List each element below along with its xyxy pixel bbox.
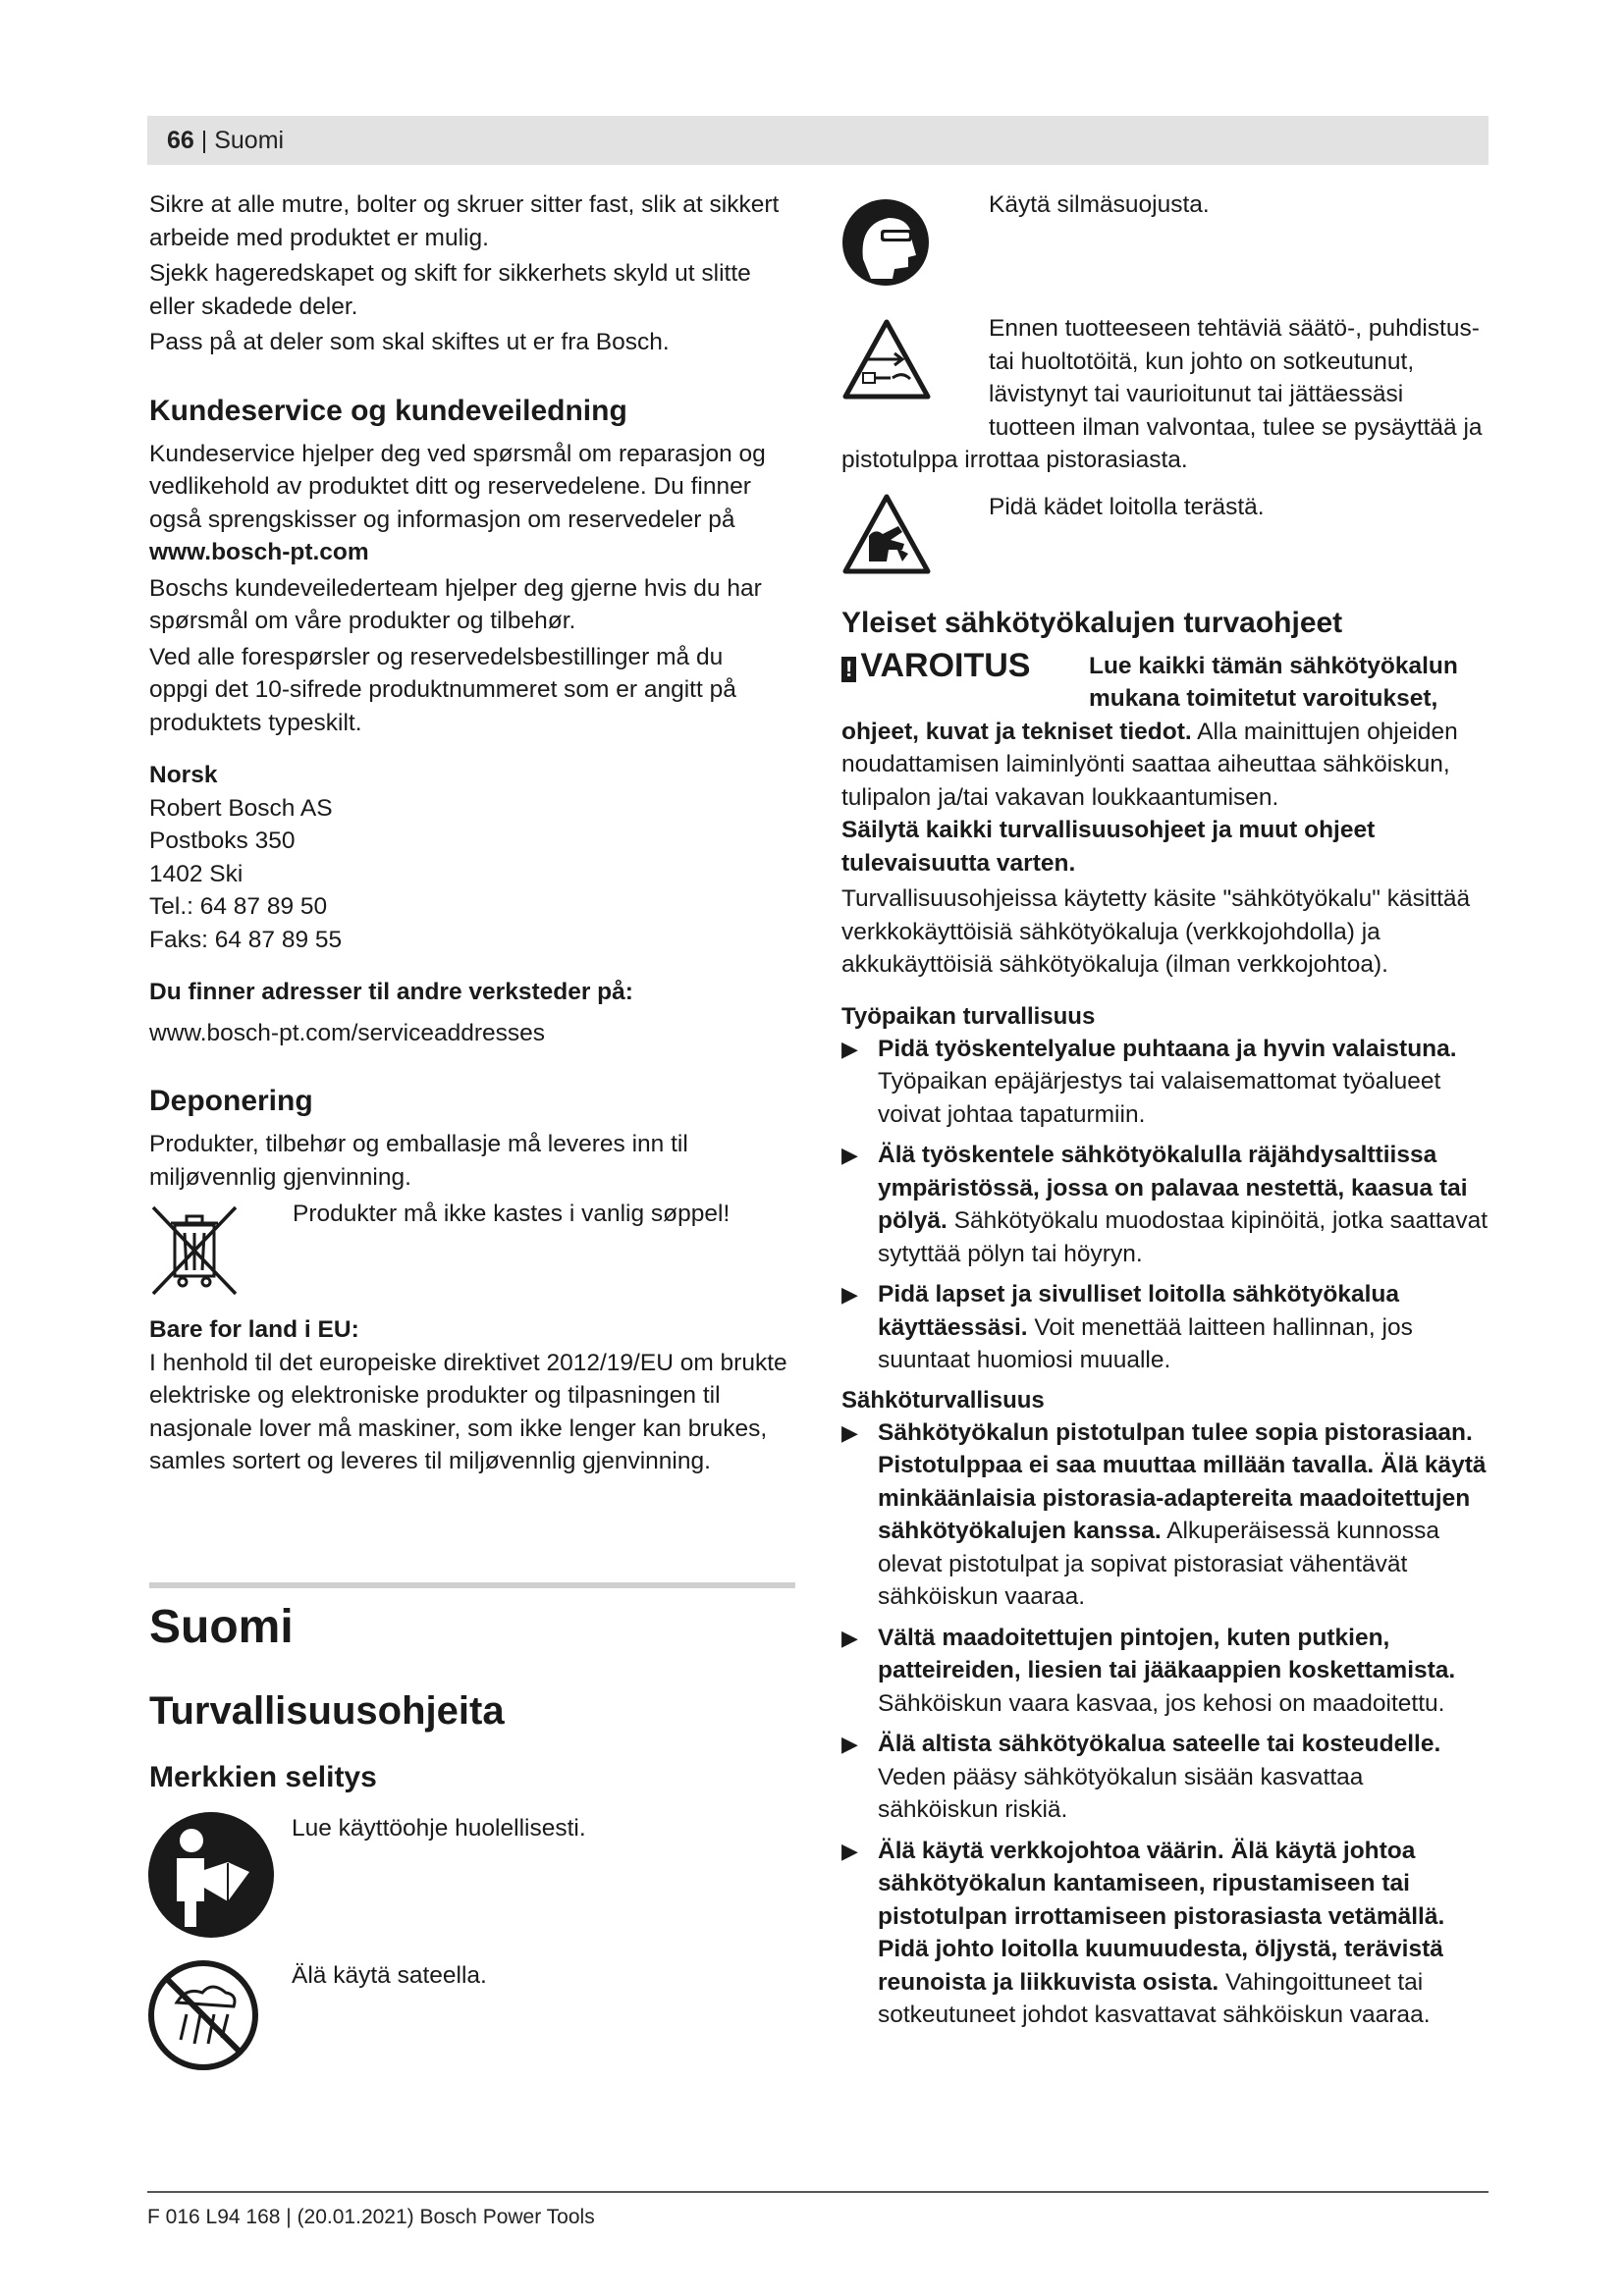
unplug-text: Ennen tuotteeseen tehtäviä säätö-, puhdistus- tai huoltotöitä, kun johto on sotkeutunut, lävistynyt tai vaurioitunut tai jättäessäsi tuotteen ilman valvontaa, tulee se pysäyttää ja pistotulppa irrottaa pistorasiasta. xyxy=(841,315,1483,473)
kundeservice-url: www.bosch-pt.com xyxy=(149,539,369,565)
bullet-arrow-icon: ▶ xyxy=(841,1419,858,1445)
hand-blade-warning-icon xyxy=(841,493,932,585)
list-item: ▶ Pidä lapset ja sivulliset loitolla sähkötyökalua käyttäessäsi. Voit menettää laitteen hallinnan, jos suuntaat huomiosi muualle. xyxy=(841,1278,1489,1377)
subheading-tyopaikan: Työpaikan turvallisuus xyxy=(841,1002,1096,1030)
subheading-sahko: Sähköturvallisuus xyxy=(841,1386,1045,1414)
address-line: Postboks 350 xyxy=(149,828,296,854)
address-block xyxy=(149,759,787,956)
page-number: 66 xyxy=(167,127,194,154)
address-line: Faks: 64 87 89 55 xyxy=(149,926,343,953)
list-item: ▶ Pidä työskentelyalue puhtaana ja hyvin valaistuna. Työpaikan epäjärjestys tai valaisemattomat työalueet voivat johtaa tapaturmiin. xyxy=(841,1033,1489,1132)
weee-symbol-text: Produkter må ikke kastes i vanlig søppel! xyxy=(293,1201,731,1227)
bullet-arrow-icon: ▶ xyxy=(841,1143,858,1167)
weee-symbol-row xyxy=(149,1198,787,1313)
adresser-url: www.bosch-pt.com/serviceaddresses xyxy=(149,1019,546,1046)
list-item: ▶ Älä käytä verkkojohtoa väärin. Älä käytä johtoa sähkötyökalun kantamiseen, ripustamiseen tai pistotulpan irrottamiseen pistorasiasta vetämällä. Pidä johto loitolla kuumuudesta, öljystä, terävistä reunoista ja liikkuvista osista. Vahingoittuneet tai sotkeutuneet johdot kasvattavat sähköiskun vaaraa. xyxy=(841,1835,1489,2032)
section-heading-kundeservice: Kundeservice og kundeveiledning xyxy=(149,394,627,427)
no-rain-icon xyxy=(147,1959,259,2076)
foresporsler-paragraph: Ved alle forespørsler og reservedelsbestillinger må du oppgi det 10-sifrede produktnummeret som er angitt på produktets typeskilt. xyxy=(149,643,736,736)
intro-paragraph-1: Sikre at alle mutre, bolter og skruer sitter fast, slik at sikkert arbeide med produktet er mulig. xyxy=(149,191,780,251)
language-heading-suomi: Suomi xyxy=(149,1601,294,1653)
goggles-symbol-row xyxy=(841,188,1489,312)
section-heading-deponering: Deponering xyxy=(149,1085,313,1117)
bullet-arrow-icon: ▶ xyxy=(841,1838,858,1863)
deponering-paragraph: Produkter, tilbehør og emballasje må leveres inn til miljøvennlig gjenvinning. xyxy=(149,1131,688,1191)
header-label xyxy=(167,126,284,155)
page-footer: F 016 L94 168 | (20.01.2021) Bosch Power Tools xyxy=(147,2206,595,2228)
page-header xyxy=(147,116,1489,165)
header-section: | Suomi xyxy=(200,127,285,154)
address-line: Tel.: 64 87 89 50 xyxy=(149,893,328,920)
bullet-arrow-icon: ▶ xyxy=(841,1732,858,1756)
right-column xyxy=(841,188,1489,2040)
warning-label: ! VAROITUS xyxy=(841,650,1082,683)
kundeveileder-paragraph: Boschs kundeveilederteam hjelper deg gjerne hvis du har spørsmål om våre produkter og tilbehør. xyxy=(149,574,762,634)
safety-goggles-icon xyxy=(841,198,930,296)
unplug-warning-icon xyxy=(841,318,932,410)
list-item: ▶ Vältä maadoitettujen pintojen, kuten putkien, patteireiden, liesien tai jääkaappien koskettamista. Sähköiskun vaara kasvaa, jos kehosi on maadoitettu. xyxy=(841,1622,1489,1721)
blade-text: Pidä kädet loitolla terästä. xyxy=(989,493,1265,520)
adresser-heading: Du finner adresser til andre verksteder på: xyxy=(149,979,633,1005)
list-item: ▶ Älä altista sähkötyökalua sateelle tai kosteudelle. Veden pääsy sähkötyökalun sisään kasvattaa sähköiskun riskiä. xyxy=(841,1728,1489,1827)
intro-paragraph-2: Sjekk hageredskapet og skift for sikkerhets skyld ut slitte eller skadede deler. xyxy=(149,260,751,320)
intro-paragraph-3: Pass på at deler som skal skiftes ut er fra Bosch. xyxy=(149,329,670,355)
section-divider xyxy=(149,1582,795,1588)
kasite-paragraph: Turvallisuusohjeissa käytetty käsite "sähkötyökalu" käsittää verkkokäyttöisiä sähkötyökaluja (verkkojohdolla) ja akkukäyttöisiä sähkötyökaluja (ilman verkkojohtoa). xyxy=(841,885,1471,978)
address-title: Norsk xyxy=(149,762,218,788)
kundeservice-paragraph: Kundeservice hjelper deg ved spørsmål om reparasjon og vedlikehold av produktet ditt og reservedelene. Du finner også sprengskisser og informasjon om reservedeler på xyxy=(149,440,766,533)
sailyta-paragraph: Säilytä kaikki turvallisuusohjeet ja muut ohjeet tulevaisuutta varten. xyxy=(841,817,1376,877)
bullet-arrow-icon: ▶ xyxy=(841,1625,858,1650)
warning-triangle-icon: ! xyxy=(841,657,856,682)
list-item: ▶ Sähkötyökalun pistotulpan tulee sopia pistorasiaan. Pistotulppaa ei saa muuttaa millään tavalla. Älä käytä minkäänlaisia pistorasia-adaptereita maadoitettujen sähkötyökalujen kanssa. Alkuperäisessä kunnossa olevat pistotulpat ja sopivat pistorasiat vähentävät sähköiskun vaaraa. xyxy=(841,1416,1489,1614)
section-heading-yleiset: Yleiset sähkötyökalujen turvaohjeet xyxy=(841,606,1343,639)
list-item: ▶ Älä työskentele sähkötyökalulla räjähdysalttiissa ympäristössä, jossa on palavaa nestettä, kaasua tai pölyä. Sähkötyökalu muodostaa kipinöitä, jotka saattavat sytyttää pölyn tai höyryn. xyxy=(841,1139,1489,1270)
eu-heading: Bare for land i EU: xyxy=(149,1316,359,1343)
address-line: 1402 Ski xyxy=(149,860,244,887)
address-line: Robert Bosch AS xyxy=(149,794,333,822)
blade-symbol-row xyxy=(841,491,1489,605)
section-heading-turvallisuus: Turvallisuusohjeita xyxy=(149,1689,505,1733)
crossed-bin-icon xyxy=(149,1203,240,1309)
bullet-arrow-icon: ▶ xyxy=(841,1036,858,1061)
goggles-text: Käytä silmäsuojusta. xyxy=(989,191,1210,218)
no-rain-text: Älä käytä sateella. xyxy=(292,1962,487,1989)
warning-paragraph: Lue kaikki tämän sähkötyökalun mukana toimitetut varoitukset, ohjeet, kuvat ja tekniset tiedot. Alla mainittujen ohjeiden noudattamisen laiminlyönti saattaa aiheuttaa sähköiskun, tulipalon ja/tai vakavan loukkaantumisen. xyxy=(841,652,1458,811)
unplug-symbol-row xyxy=(841,312,1489,477)
left-column xyxy=(149,188,787,1478)
bullet-arrow-icon: ▶ xyxy=(841,1282,858,1307)
eu-paragraph: I henhold til det europeiske direktivet 2012/19/EU om brukte elektriske og elektroniske produkter og tilpasningen til nasjonale lover må maskiner, som ikke lenger kan brukes, samles sortert og leveres til miljøvennlig gjenvinning. xyxy=(149,1349,787,1474)
section-heading-merkkien: Merkkien selitys xyxy=(149,1761,377,1793)
footer-divider xyxy=(147,2191,1489,2193)
read-manual-text: Lue käyttöohje huolellisesti. xyxy=(292,1815,586,1842)
warning-block xyxy=(841,646,1489,815)
read-manual-icon xyxy=(147,1811,275,1944)
